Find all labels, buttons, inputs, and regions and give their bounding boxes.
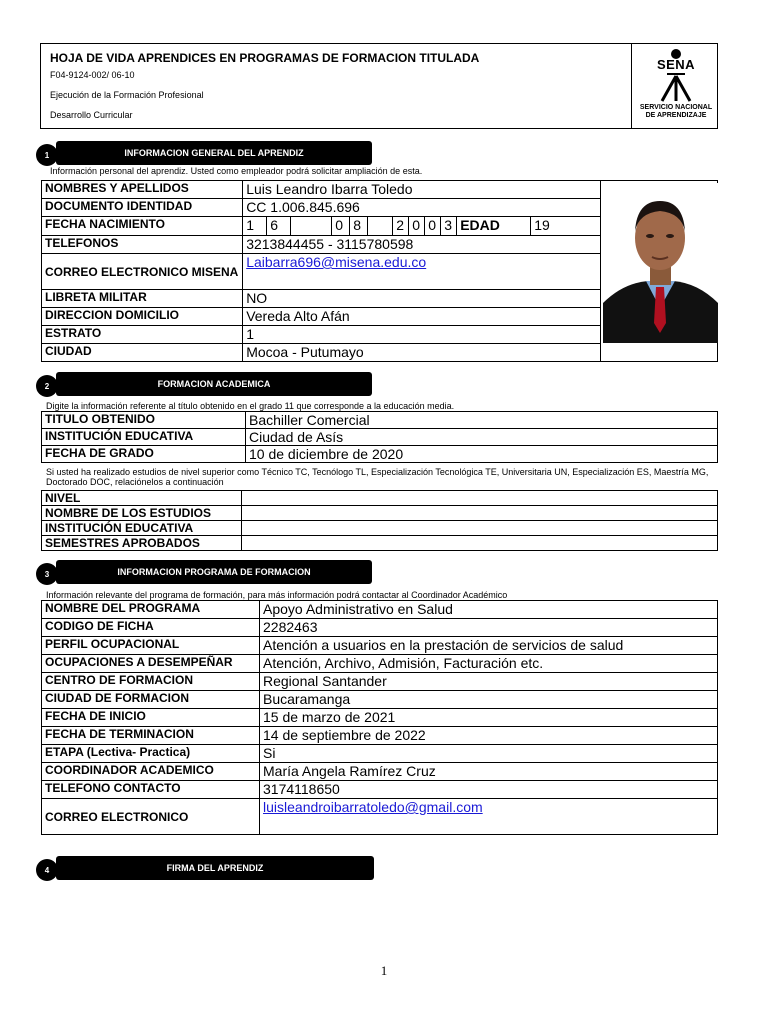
birth-digit: 6 [267, 217, 291, 235]
row-label: CORREO ELECTRONICO [42, 799, 260, 835]
birth-digit: 1 [243, 217, 267, 235]
row-label: COORDINADOR ACADEMICO [42, 763, 260, 781]
studies-name-value [242, 506, 718, 521]
row-label: INSTITUCIÓN EDUCATIVA [42, 521, 242, 536]
section-2-number: 2 [36, 375, 58, 397]
applicant-photo-icon [603, 183, 718, 343]
section-3-title: INFORMACION PROGRAMA DE FORMACION [56, 560, 372, 584]
degree-value: Bachiller Comercial [246, 412, 718, 429]
table-row [42, 745, 718, 763]
misena-email-cell [243, 254, 601, 290]
section-4-header [36, 856, 374, 880]
higher-institution-value [242, 521, 718, 536]
table-row [42, 727, 718, 745]
row-label: ETAPA (Lectiva- Practica) [42, 745, 260, 763]
row-label: CORREO ELECTRONICO MISENA [42, 254, 243, 290]
table-row [42, 655, 718, 673]
graduation-date-value: 10 de diciembre de 2020 [246, 446, 718, 463]
table-row [42, 619, 718, 637]
table-row [42, 763, 718, 781]
birth-date-digits [243, 217, 600, 235]
applicant-photo [603, 183, 718, 343]
row-label: TELEFONOS [42, 236, 243, 254]
row-label: NOMBRE DE LOS ESTUDIOS [42, 506, 242, 521]
start-date-value: 15 de marzo de 2021 [260, 709, 718, 727]
ficha-code-value: 2282463 [260, 619, 718, 637]
table-row [42, 709, 718, 727]
email-link[interactable]: luisleandroibarratoledo@gmail.com [263, 799, 483, 815]
row-label: NOMBRE DEL PROGRAMA [42, 601, 260, 619]
birth-digit: 0 [425, 217, 441, 235]
row-label: LIBRETA MILITAR [42, 290, 243, 308]
birth-digit: 8 [350, 217, 368, 235]
table-row [42, 491, 718, 506]
table-row [42, 781, 718, 799]
row-label: DIRECCION DOMICILIO [42, 308, 243, 326]
row-label: INSTITUCIÓN EDUCATIVA [42, 429, 246, 446]
semesters-value [242, 536, 718, 551]
birth-digit: 0 [332, 217, 350, 235]
birth-digit [291, 217, 332, 235]
section-4-title: FIRMA DEL APRENDIZ [56, 856, 374, 880]
contact-phone-value: 3174118650 [260, 781, 718, 799]
row-label: ESTRATO [42, 326, 243, 344]
table-row [42, 506, 718, 521]
document-code: F04-9124-002/ 06-10 [50, 70, 135, 80]
table-row [42, 412, 718, 429]
row-label: FECHA NACIMIENTO [42, 217, 243, 236]
training-city-value: Bucaramanga [260, 691, 718, 709]
occupations-value: Atención, Archivo, Admisión, Facturación etc. [260, 655, 718, 673]
table-row [42, 799, 718, 835]
section-2-note-2: Si usted ha realizado estudios de nivel superior como Técnico TC, Tecnólogo TL, Especialización Tecnológica TE, Universitaria UN, Especialización ES, Maestría MG, Doctorado DOC, relaciónelos a continuación [46, 467, 709, 487]
birth-digit: 0 [409, 217, 425, 235]
table-row [42, 601, 718, 619]
logo-subtitle [634, 104, 718, 120]
table-row [42, 429, 718, 446]
higher-studies-table [41, 490, 718, 551]
row-label: DOCUMENTO IDENTIDAD [42, 199, 243, 217]
level-value [242, 491, 718, 506]
phones-value: 3213844455 - 3115780598 [243, 236, 601, 254]
end-date-value: 14 de septiembre de 2022 [260, 727, 718, 745]
stratum-value: 1 [243, 326, 601, 344]
section-1-header [36, 141, 372, 165]
table-row [42, 637, 718, 655]
document-header [40, 43, 718, 129]
occupational-profile-value: Atención a usuarios en la prestación de servicios de salud [260, 637, 718, 655]
row-label: PERFIL OCUPACIONAL [42, 637, 260, 655]
document-title: HOJA DE VIDA APRENDICES EN PROGRAMAS DE FORMACION TITULADA [50, 51, 480, 65]
stage-value: Si [260, 745, 718, 763]
military-card-value: NO [243, 290, 601, 308]
program-table [41, 600, 718, 835]
row-label: OCUPACIONES A DESEMPEÑAR [42, 655, 260, 673]
table-row [42, 446, 718, 463]
age-label: EDAD [457, 217, 531, 235]
table-row [42, 536, 718, 551]
logo-sub-1: SERVICIO NACIONAL [639, 104, 713, 111]
section-3-note: Información relevante del programa de formación, para más información podrá contactar al Coordinador Académico [46, 590, 508, 600]
age-value: 19 [534, 217, 550, 233]
city-value: Mocoa - Putumayo [243, 344, 601, 362]
row-label: TITULO OBTENIDO [42, 412, 246, 429]
header-line-3: Desarrollo Curricular [50, 110, 133, 120]
logo-wordmark: SENA [656, 57, 696, 72]
row-label: CIUDAD [42, 344, 243, 362]
row-label: FECHA DE GRADO [42, 446, 246, 463]
row-label: FECHA DE INICIO [42, 709, 260, 727]
section-4-number: 4 [36, 859, 58, 881]
birth-digit: 3 [441, 217, 457, 235]
row-label: NOMBRES Y APELLIDOS [42, 181, 243, 199]
row-label: TELEFONO CONTACTO [42, 781, 260, 799]
section-1-number: 1 [36, 144, 58, 166]
section-2-header [36, 372, 372, 396]
academic-table [41, 411, 718, 463]
row-label: CIUDAD DE FORMACION [42, 691, 260, 709]
address-value: Vereda Alto Afán [243, 308, 601, 326]
table-row [42, 521, 718, 536]
section-2-note: Digite la información referente al título obtenido en el grado 11 que corresponde a la educación media. [46, 401, 455, 411]
full-name-value: Luis Leandro Ibarra Toledo [243, 181, 601, 199]
page-number: 1 [380, 963, 388, 978]
sena-logo [634, 46, 718, 126]
program-name-value: Apoyo Administrativo en Salud [260, 601, 718, 619]
misena-email-link[interactable]: Laibarra696@misena.edu.co [246, 254, 427, 270]
section-2-title: FORMACION ACADEMICA [56, 372, 372, 396]
table-row [42, 691, 718, 709]
id-document-value: CC 1.006.845.696 [243, 199, 601, 217]
birth-digit: 2 [393, 217, 409, 235]
birth-digit [368, 217, 393, 235]
row-label: FECHA DE TERMINACION [42, 727, 260, 745]
row-label: SEMESTRES APROBADOS [42, 536, 242, 551]
logo-sub-2: DE APRENDIZAJE [645, 112, 707, 119]
email-cell [260, 799, 718, 835]
training-center-value: Regional Santander [260, 673, 718, 691]
row-label: CODIGO DE FICHA [42, 619, 260, 637]
table-row [42, 673, 718, 691]
row-label: NIVEL [42, 491, 242, 506]
header-line-2: Ejecución de la Formación Profesional [50, 90, 204, 100]
coordinator-value: María Angela Ramírez Cruz [260, 763, 718, 781]
section-1-title: INFORMACION GENERAL DEL APRENDIZ [56, 141, 372, 165]
section-1-note: Información personal del aprendiz. Usted como empleador podrá solicitar ampliación de esta. [50, 166, 423, 176]
institution-value: Ciudad de Asís [246, 429, 718, 446]
row-label: CENTRO DE FORMACION [42, 673, 260, 691]
birth-date-cell [243, 217, 601, 236]
section-3-number: 3 [36, 563, 58, 585]
header-divider [631, 44, 632, 128]
section-3-header [36, 560, 372, 584]
